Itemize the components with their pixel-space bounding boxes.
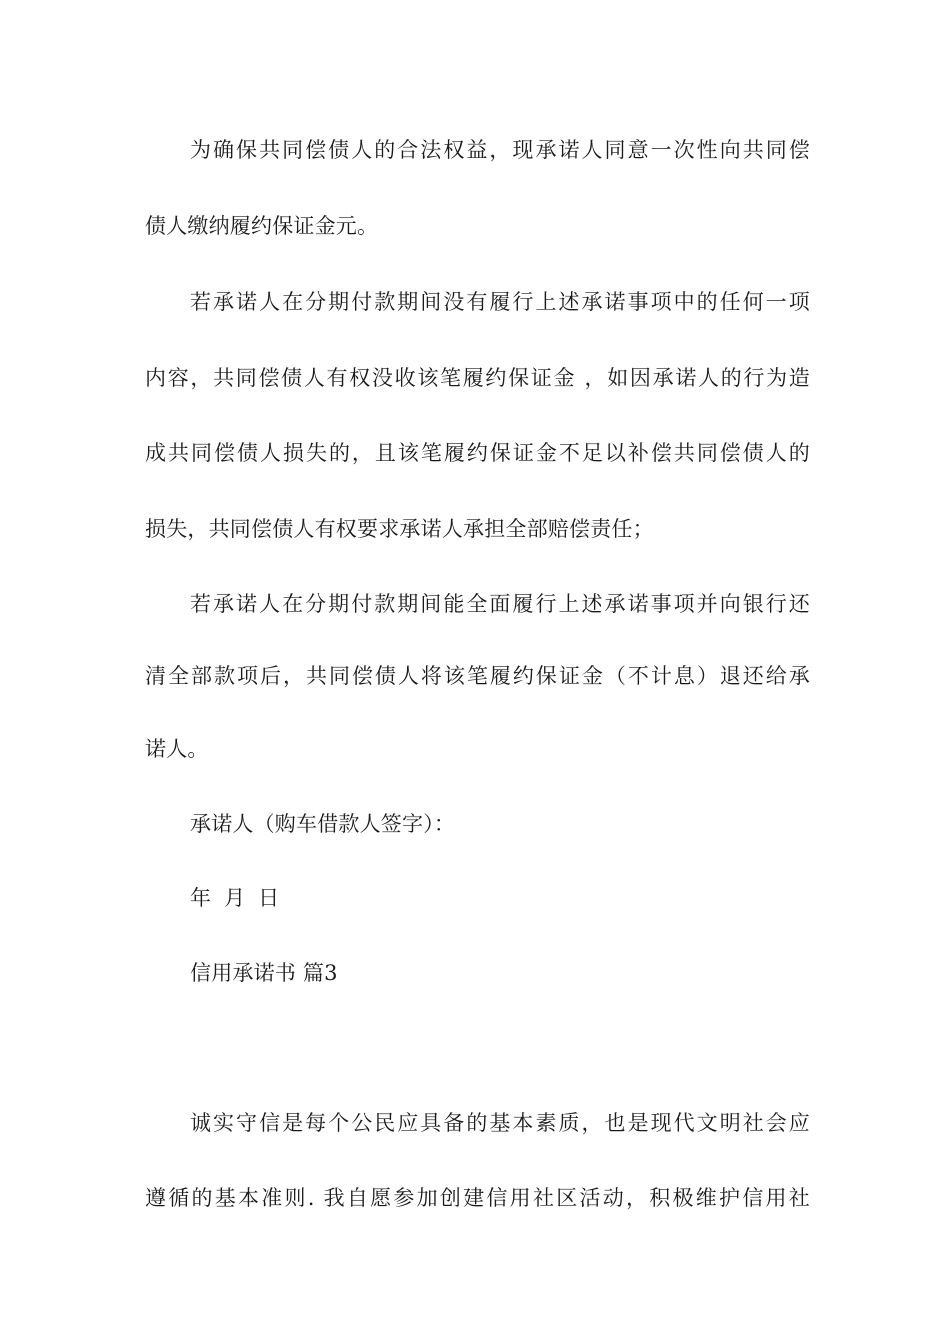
paragraph-1-line-1: 为确保共同偿债人的合法权益，现承诺人同意一次性向共同偿 — [190, 138, 810, 162]
paragraph-3-line-3: 诺人。 — [145, 737, 209, 761]
section-title: 信用承诺书 篇3 — [190, 961, 338, 985]
paragraph-3-line-1: 若承诺人在分期付款期间能全面履行上述承诺事项并向银行还 — [190, 592, 810, 616]
paragraph-2-line-3: 成共同偿债人损失的，且该笔履约保证金不足以补偿共同偿债人的 — [145, 441, 810, 465]
paragraph-2-line-2: 内容，共同偿债人有权没收该笔履约保证金 ，如因承诺人的行为造 — [145, 366, 810, 390]
paragraph-2-line-4: 损失，共同偿债人有权要求承诺人承担全部赔偿责任； — [145, 517, 654, 541]
paragraph-3-line-2: 清全部款项后，共同偿债人将该笔履约保证金（不计息）退还给承 — [145, 664, 810, 688]
closing-paragraph-line-2: 遵循的基本准则. 我自愿参加创建信用社区活动，积极维护信用社 — [145, 1186, 810, 1210]
closing-paragraph-line-1: 诚实守信是每个公民应具备的基本素质，也是现代文明社会应 — [190, 1111, 810, 1135]
paragraph-1-line-2: 债人缴纳履约保证金元。 — [145, 214, 379, 238]
paragraph-2-line-1: 若承诺人在分期付款期间没有履行上述承诺事项中的任何一项 — [190, 290, 810, 314]
signature-line: 承诺人（购车借款人签字）： — [190, 812, 456, 836]
date-line: 年 月 日 — [190, 886, 280, 910]
